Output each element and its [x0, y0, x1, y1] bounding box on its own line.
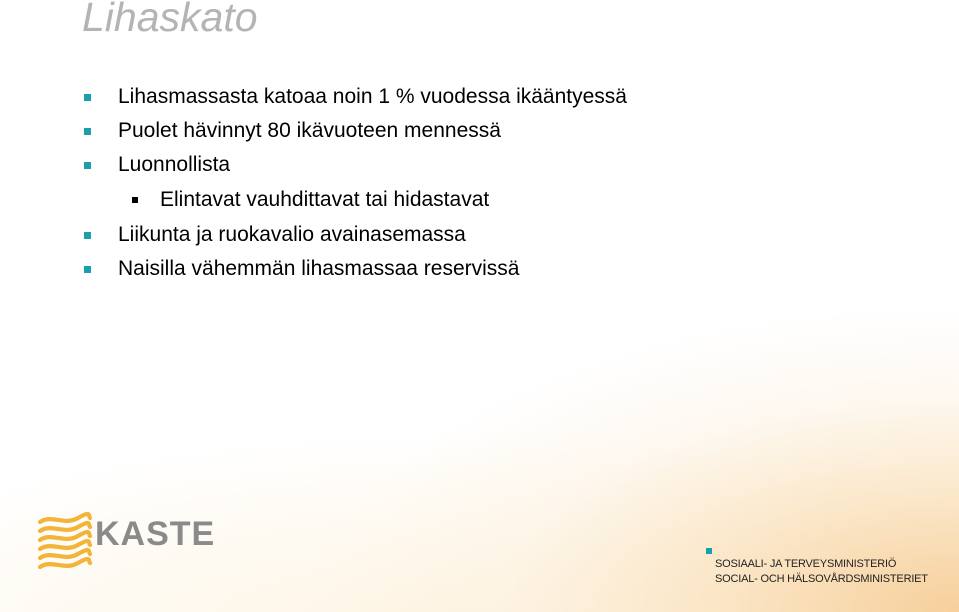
bullet-item [84, 82, 627, 112]
slide-title: Lihaskato [82, 0, 258, 40]
bullet-text: Lihasmassasta katoaa noin 1 % vuodessa ikääntyessä [118, 85, 627, 108]
bullet-item [84, 220, 466, 250]
square-bullet-icon [84, 128, 91, 135]
bullet-text: Luonnollista [118, 153, 231, 176]
ministry-name-fi: SOSIAALI- JA TERVEYSMINISTERIÖ [715, 558, 897, 570]
square-bullet-icon [84, 232, 91, 239]
bullet-text: Elintavat vauhdittavat tai hidastavat [160, 188, 490, 211]
square-bullet-icon [84, 162, 91, 169]
bullet-text: Naisilla vähemmän lihasmassaa reservissä [118, 257, 520, 280]
bullet-item [84, 150, 230, 180]
square-bullet-icon [706, 548, 712, 554]
kaste-logo-text: KASTE [95, 515, 216, 553]
bullet-text: Liikunta ja ruokavalio avainasemassa [118, 223, 466, 246]
bullet-item [84, 116, 501, 146]
square-bullet-icon [84, 94, 91, 101]
bullet-text: Puolet hävinnyt 80 ikävuoteen mennessä [118, 119, 501, 142]
square-bullet-icon [84, 266, 91, 273]
ministry-name-sv: SOCIAL- OCH HÄLSOVÅRDSMINISTERIET [715, 573, 928, 585]
square-bullet-icon [132, 197, 138, 203]
bullet-item [84, 254, 519, 284]
ministry-logo [706, 548, 946, 598]
sub-bullet-item [132, 185, 489, 215]
